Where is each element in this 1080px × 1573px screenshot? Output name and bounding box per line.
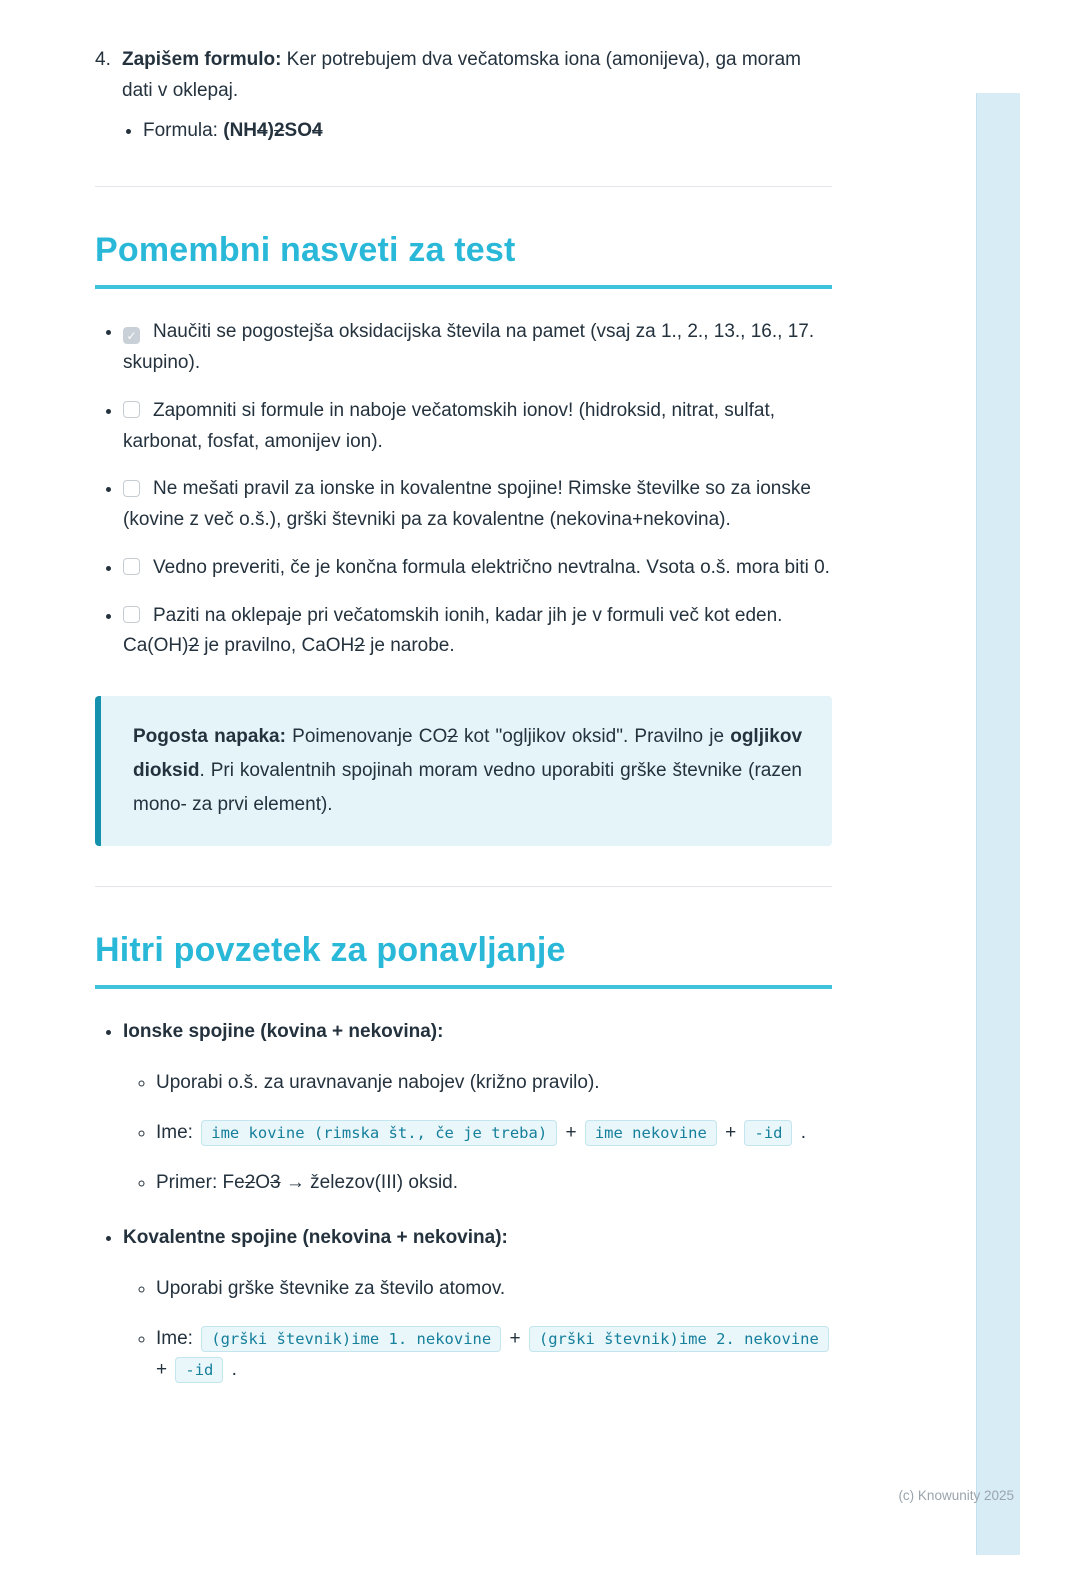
formula-text bbox=[143, 116, 832, 147]
checklist-text bbox=[123, 478, 811, 530]
text-run: Vedno preveriti, če je končna formula električno nevtralna. Vsota o.š. mora biti 0. bbox=[153, 556, 830, 578]
callout-box bbox=[95, 696, 832, 845]
code-chip: -id bbox=[744, 1120, 792, 1146]
text-run: . Pri kovalentnih spojinah moram vedno uporabiti grške števnike (razen mono- za prvi element). bbox=[133, 760, 802, 815]
section-heading-summary: Hitri povzetek za ponavljanje bbox=[95, 931, 832, 989]
text-run: Zapišem formulo: bbox=[122, 49, 282, 70]
text-run: 2 bbox=[188, 635, 200, 657]
paragraph bbox=[156, 1324, 832, 1386]
text-run: (NH bbox=[223, 119, 258, 141]
text-run: je pravilno, CaOH bbox=[199, 635, 355, 657]
code-chip: (grški števnik)ime 2. nekovine bbox=[529, 1326, 829, 1352]
text-run: Ionske spojine (kovina + nekovina): bbox=[123, 1020, 444, 1042]
bullet-list bbox=[122, 116, 832, 147]
text-run: 2 bbox=[354, 635, 365, 657]
text-run: Uporabi grške števnike za število atomov. bbox=[156, 1278, 506, 1300]
summary-group-title bbox=[123, 1223, 832, 1254]
divider bbox=[95, 186, 832, 187]
document-content bbox=[95, 45, 832, 1386]
text-run: je narobe. bbox=[364, 635, 455, 657]
list-number: 4. bbox=[95, 49, 111, 70]
checkbox-unchecked[interactable] bbox=[123, 480, 140, 497]
summary-subitem bbox=[156, 1164, 832, 1199]
list-item-body bbox=[122, 45, 832, 146]
text-run: Formula: bbox=[143, 119, 224, 141]
text-run: Ne mešati pravil za ionske in kovalentne spojine! Rimske številke so za ionske (kovine z več o.š.), grški števniki pa za kovalentne (nekovina+nekovina). bbox=[123, 478, 811, 531]
paragraph bbox=[156, 1274, 832, 1305]
text-run: + bbox=[156, 1358, 173, 1380]
list-item bbox=[143, 116, 832, 147]
text-run: 4 bbox=[311, 119, 323, 141]
text-run: + bbox=[560, 1122, 582, 1144]
summary-group-title bbox=[123, 1017, 832, 1048]
text-run: Naučiti se pogostejša oksidacijska števila na pamet (vsaj za 1., 2., 13., 16., 17. skupino). bbox=[123, 321, 815, 374]
callout-text bbox=[133, 720, 802, 821]
text-run: → železov(III) oksid. bbox=[280, 1171, 459, 1193]
checkbox-unchecked[interactable] bbox=[123, 558, 140, 575]
scrollbar-track[interactable] bbox=[976, 93, 1020, 1555]
text-run: 3 bbox=[270, 1171, 281, 1193]
checklist-item bbox=[123, 396, 832, 458]
checkbox-unchecked[interactable] bbox=[123, 606, 140, 623]
text-run: Zapomniti si formule in naboje večatomskih ionov! (hidroksid, nitrat, sulfat, karbonat, fosfat, amonijev ion). bbox=[123, 399, 775, 452]
checklist-text bbox=[123, 400, 775, 452]
text-run: kot "ogljikov oksid". Pravilno je bbox=[457, 726, 731, 748]
summary-group bbox=[123, 1017, 832, 1199]
text-run: ) bbox=[267, 119, 274, 141]
text-run: ogljikov dioksid bbox=[133, 726, 803, 781]
text-run: + bbox=[504, 1328, 526, 1350]
copyright-text: (c) Knowunity 2025 bbox=[898, 1488, 1014, 1503]
summary-sublist bbox=[123, 1270, 832, 1385]
paragraph bbox=[156, 1168, 832, 1199]
text-run: . bbox=[795, 1122, 807, 1144]
text-run: Ker potrebujem dva večatomska iona (amonijeva), ga moram dati v oklepaj. bbox=[122, 49, 801, 101]
summary-list bbox=[95, 1017, 832, 1386]
paragraph bbox=[156, 1118, 832, 1149]
summary-subitem bbox=[156, 1270, 832, 1305]
paragraph bbox=[122, 45, 832, 107]
checkbox-unchecked[interactable] bbox=[123, 401, 140, 418]
text-run: . bbox=[226, 1358, 237, 1380]
text-run: Poimenovanje CO bbox=[285, 726, 448, 748]
section-heading-tips: Pomembni nasveti za test bbox=[95, 231, 832, 289]
text-run: Paziti na oklepaje pri večatomskih ionih, kadar jih je v formuli več kot eden. Ca(OH) bbox=[123, 604, 783, 657]
summary-subitem bbox=[156, 1320, 832, 1386]
paragraph bbox=[156, 1068, 832, 1099]
text-run: Ime: bbox=[156, 1122, 199, 1144]
text-run: + bbox=[719, 1122, 742, 1144]
text-run: 2 bbox=[244, 1171, 256, 1193]
summary-subitem bbox=[156, 1114, 832, 1149]
checklist-item bbox=[123, 601, 832, 663]
summary-group bbox=[123, 1223, 832, 1386]
checklist-text bbox=[123, 605, 782, 657]
checkbox-checked[interactable] bbox=[123, 327, 140, 344]
text-run: Primer: Fe bbox=[156, 1171, 245, 1193]
text-run: 2 bbox=[273, 119, 285, 141]
checklist-text bbox=[123, 321, 814, 373]
numbered-list-item bbox=[95, 45, 832, 146]
code-chip: -id bbox=[175, 1357, 223, 1383]
document-page bbox=[0, 45, 1080, 1503]
summary-sublist bbox=[123, 1064, 832, 1198]
code-chip: ime kovine (rimska št., če je treba) bbox=[201, 1120, 557, 1146]
text-run: O bbox=[255, 1171, 271, 1193]
code-chip: (grški števnik)ime 1. nekovine bbox=[201, 1326, 501, 1352]
code-chip: ime nekovine bbox=[585, 1120, 717, 1146]
text-run: SO bbox=[284, 119, 312, 141]
checklist-item bbox=[123, 317, 832, 379]
checklist-item bbox=[123, 553, 832, 584]
text-run: 2 bbox=[447, 726, 458, 748]
text-run: 4 bbox=[257, 119, 268, 141]
checklist-text bbox=[153, 557, 830, 578]
tips-checklist bbox=[95, 317, 832, 662]
text-run: Kovalentne spojine (nekovina + nekovina): bbox=[123, 1226, 508, 1248]
checklist-item bbox=[123, 474, 832, 536]
text-run: Uporabi o.š. za uravnavanje nabojev (križno pravilo). bbox=[156, 1072, 600, 1094]
summary-subitem bbox=[156, 1064, 832, 1099]
text-run: Ime: bbox=[156, 1328, 199, 1350]
text-run: Pogosta napaka: bbox=[133, 726, 286, 748]
divider bbox=[95, 886, 832, 887]
